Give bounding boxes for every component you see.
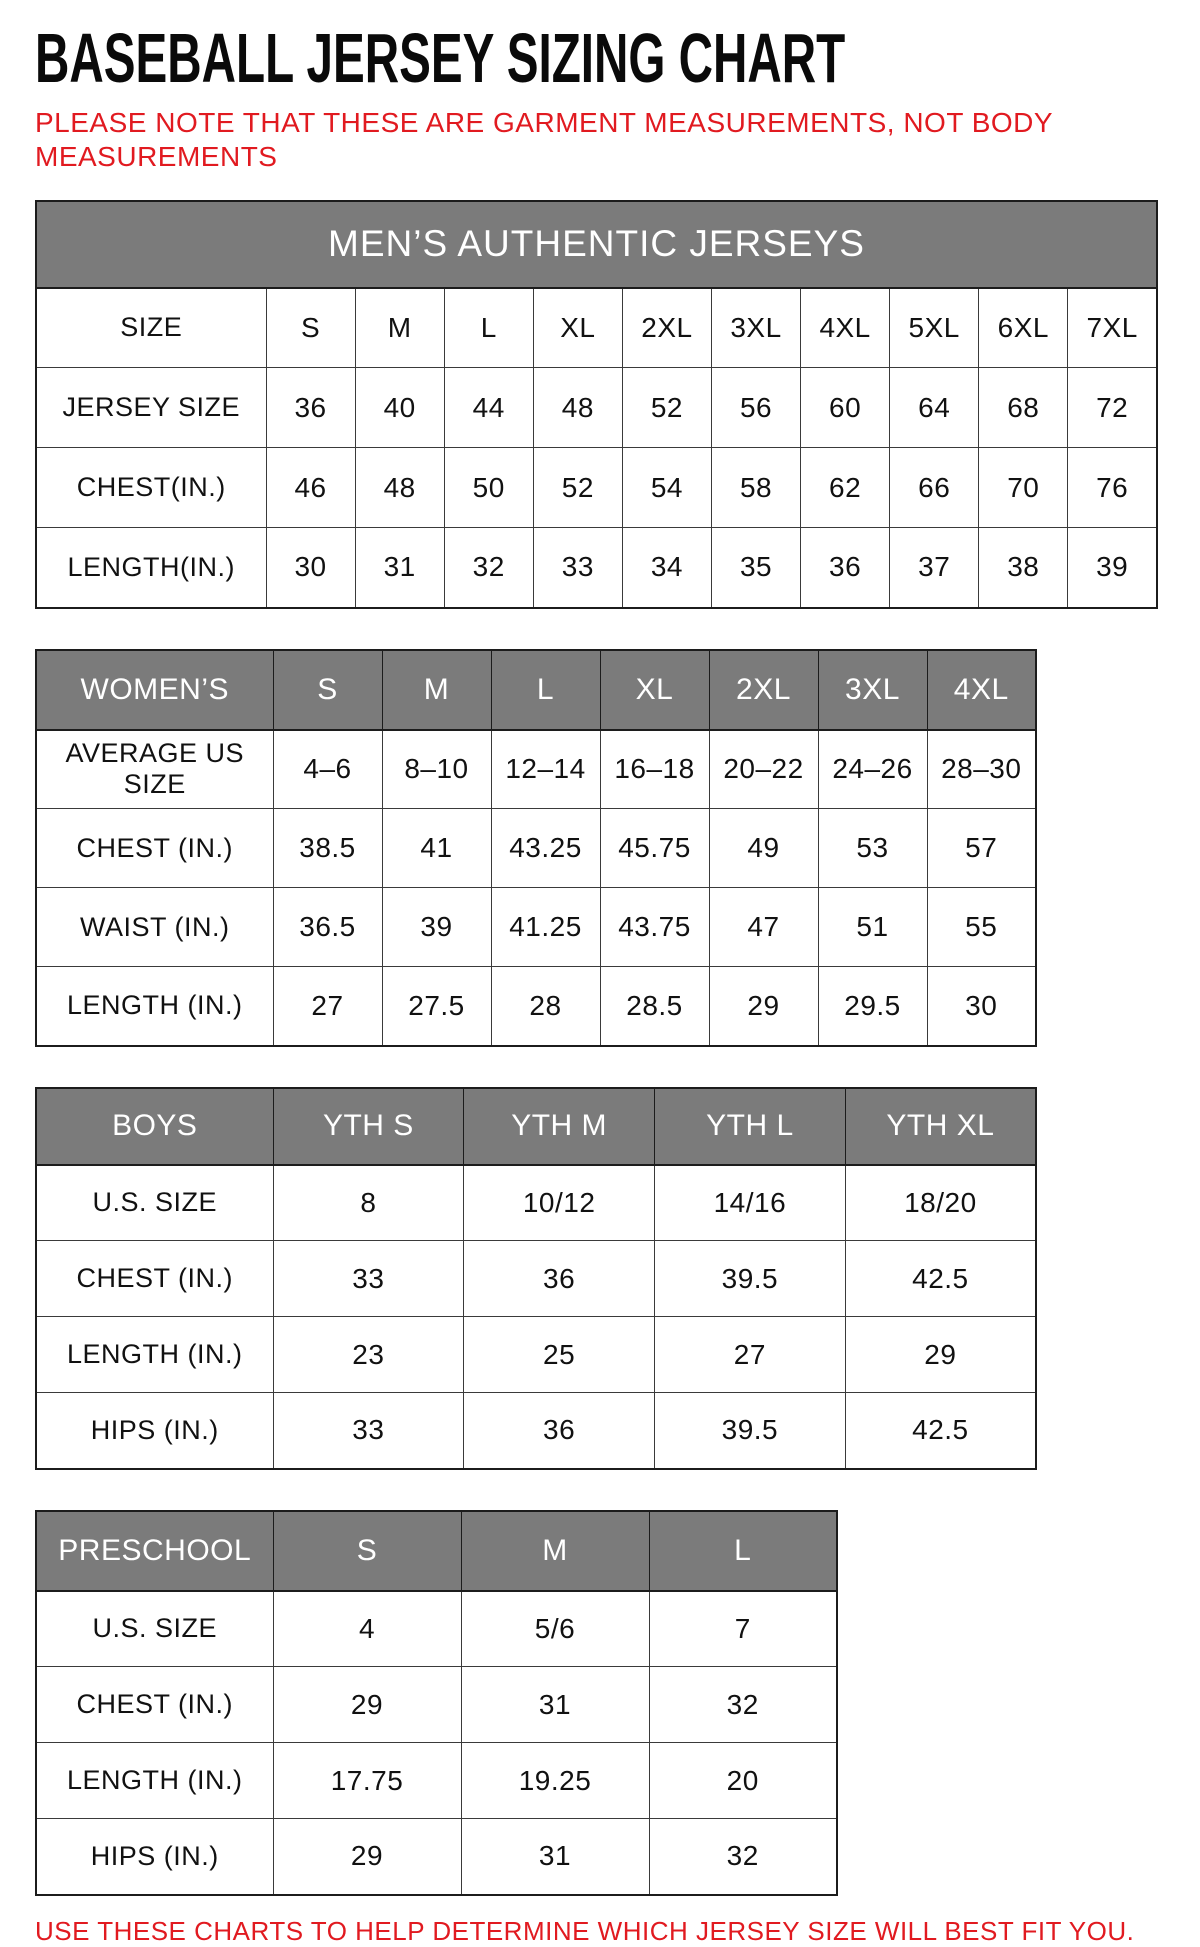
row-label: U.S. SIZE [36, 1165, 273, 1241]
size-value-cell: 20–22 [709, 730, 818, 809]
row-label: AVERAGE US SIZE [36, 730, 273, 809]
table-row [36, 1317, 1036, 1393]
size-value-cell: 38.5 [273, 809, 382, 888]
size-value-cell: 10/12 [464, 1165, 655, 1241]
size-value-cell: 33 [533, 528, 622, 608]
size-value-cell: 33 [273, 1393, 464, 1469]
size-value-cell: 27 [273, 967, 382, 1046]
size-value-cell: 48 [355, 448, 444, 528]
size-value-cell: 66 [890, 448, 979, 528]
size-value-cell: 30 [266, 528, 355, 608]
size-value-cell: 36.5 [273, 888, 382, 967]
size-value-cell: 35 [711, 528, 800, 608]
size-value-cell: 27 [655, 1317, 846, 1393]
column-header: YTH XL [845, 1088, 1036, 1165]
row-label: U.S. SIZE [36, 1591, 273, 1667]
size-value-cell: 4XL [801, 288, 890, 368]
boys-sizing-grid [35, 1087, 1037, 1470]
size-value-cell: 54 [622, 448, 711, 528]
size-value-cell: 62 [801, 448, 890, 528]
size-value-cell: 28–30 [927, 730, 1036, 809]
table-row [36, 1591, 837, 1667]
table-row [36, 288, 1157, 368]
table-row [36, 888, 1036, 967]
size-value-cell: 70 [979, 448, 1068, 528]
size-value-cell: 29 [273, 1667, 461, 1743]
size-value-cell: 50 [444, 448, 533, 528]
size-value-cell: 40 [355, 368, 444, 448]
size-value-cell: 36 [464, 1393, 655, 1469]
column-header: M [461, 1511, 649, 1591]
table-row [36, 1393, 1036, 1469]
column-header: YTH L [655, 1088, 846, 1165]
size-value-cell: 29.5 [818, 967, 927, 1046]
size-value-cell: 45.75 [600, 809, 709, 888]
preschool-table [35, 1510, 1170, 1896]
size-value-cell: 49 [709, 809, 818, 888]
size-value-cell: 43.75 [600, 888, 709, 967]
garment-measurements-note: PLEASE NOTE THAT THESE ARE GARMENT MEASUREMENTS, NOT BODY MEASUREMENTS [35, 107, 1053, 172]
table-row [36, 809, 1036, 888]
size-value-cell: 42.5 [845, 1241, 1036, 1317]
size-value-cell: 8–10 [382, 730, 491, 809]
size-value-cell: 33 [273, 1241, 464, 1317]
table-title: WOMEN’S [36, 650, 273, 730]
row-label: HIPS (IN.) [36, 1393, 273, 1469]
size-value-cell: 39.5 [655, 1241, 846, 1317]
row-label: CHEST (IN.) [36, 1241, 273, 1317]
size-value-cell: 5/6 [461, 1591, 649, 1667]
size-value-cell: 42.5 [845, 1393, 1036, 1469]
size-value-cell: XL [533, 288, 622, 368]
size-value-cell: 8 [273, 1165, 464, 1241]
size-value-cell: 38 [979, 528, 1068, 608]
size-value-cell: 29 [709, 967, 818, 1046]
size-value-cell: 36 [464, 1241, 655, 1317]
preschool-sizing-grid [35, 1510, 838, 1896]
size-value-cell: 27.5 [382, 967, 491, 1046]
table-row [36, 368, 1157, 448]
table-row [36, 528, 1157, 608]
size-value-cell: 31 [461, 1667, 649, 1743]
size-value-cell: 19.25 [461, 1743, 649, 1819]
size-value-cell: 32 [649, 1667, 837, 1743]
size-value-cell: S [266, 288, 355, 368]
size-value-cell: 43.25 [491, 809, 600, 888]
size-value-cell: 34 [622, 528, 711, 608]
table-title: PRESCHOOL [36, 1511, 273, 1591]
size-value-cell: 60 [801, 368, 890, 448]
size-value-cell: 51 [818, 888, 927, 967]
size-value-cell: 44 [444, 368, 533, 448]
womens-table [35, 649, 1170, 1047]
size-value-cell: 52 [622, 368, 711, 448]
size-value-cell: 53 [818, 809, 927, 888]
size-value-cell: 14/16 [655, 1165, 846, 1241]
size-value-cell: 46 [266, 448, 355, 528]
size-value-cell: 37 [890, 528, 979, 608]
column-header: M [382, 650, 491, 730]
size-value-cell: 3XL [711, 288, 800, 368]
size-value-cell: 36 [266, 368, 355, 448]
size-value-cell: 72 [1068, 368, 1157, 448]
row-label: SIZE [36, 288, 266, 368]
row-label: CHEST(IN.) [36, 448, 266, 528]
table-row [36, 730, 1036, 809]
page-title: BASEBALL JERSEY SIZING CHART [35, 19, 846, 97]
table-row [36, 1165, 1036, 1241]
size-value-cell: 28.5 [600, 967, 709, 1046]
column-header: YTH S [273, 1088, 464, 1165]
footer-note: USE THESE CHARTS TO HELP DETERMINE WHICH JERSEY SIZE WILL BEST FIT YOU. [35, 1915, 1135, 1946]
size-value-cell: 55 [927, 888, 1036, 967]
size-value-cell: 36 [801, 528, 890, 608]
size-value-cell: 58 [711, 448, 800, 528]
table-row [36, 1743, 837, 1819]
size-value-cell: 31 [461, 1819, 649, 1895]
size-value-cell: 64 [890, 368, 979, 448]
column-header: L [649, 1511, 837, 1591]
mens-sizing-grid [35, 200, 1158, 609]
mens-authentic-jerseys-table [35, 200, 1170, 609]
size-value-cell: 18/20 [845, 1165, 1036, 1241]
size-value-cell: 56 [711, 368, 800, 448]
size-value-cell: 30 [927, 967, 1036, 1046]
column-header: 3XL [818, 650, 927, 730]
size-value-cell: 39 [382, 888, 491, 967]
row-label: LENGTH (IN.) [36, 1317, 273, 1393]
table-row [36, 967, 1036, 1046]
header-row [36, 1511, 837, 1591]
size-value-cell: 68 [979, 368, 1068, 448]
size-value-cell: 5XL [890, 288, 979, 368]
column-header: YTH M [464, 1088, 655, 1165]
size-value-cell: 41.25 [491, 888, 600, 967]
size-value-cell: 12–14 [491, 730, 600, 809]
column-header: XL [600, 650, 709, 730]
size-value-cell: 7XL [1068, 288, 1157, 368]
size-value-cell: 16–18 [600, 730, 709, 809]
row-label: HIPS (IN.) [36, 1819, 273, 1895]
size-value-cell: 6XL [979, 288, 1068, 368]
womens-sizing-grid [35, 649, 1037, 1047]
row-label: WAIST (IN.) [36, 888, 273, 967]
row-label: LENGTH (IN.) [36, 1743, 273, 1819]
row-label: LENGTH (IN.) [36, 967, 273, 1046]
size-value-cell: 4 [273, 1591, 461, 1667]
header-row [36, 201, 1157, 288]
size-value-cell: 20 [649, 1743, 837, 1819]
column-header: S [273, 650, 382, 730]
table-row [36, 1667, 837, 1743]
size-value-cell: 31 [355, 528, 444, 608]
size-value-cell: 57 [927, 809, 1036, 888]
size-value-cell: L [444, 288, 533, 368]
size-value-cell: 47 [709, 888, 818, 967]
table-row [36, 1819, 837, 1895]
size-value-cell: 76 [1068, 448, 1157, 528]
size-value-cell: 7 [649, 1591, 837, 1667]
size-value-cell: 17.75 [273, 1743, 461, 1819]
size-value-cell: 23 [273, 1317, 464, 1393]
table-row [36, 1241, 1036, 1317]
size-value-cell: 41 [382, 809, 491, 888]
size-value-cell: 32 [649, 1819, 837, 1895]
size-value-cell: 39.5 [655, 1393, 846, 1469]
row-label: CHEST (IN.) [36, 809, 273, 888]
header-row [36, 1088, 1036, 1165]
table-title: BOYS [36, 1088, 273, 1165]
size-value-cell: 28 [491, 967, 600, 1046]
column-header: L [491, 650, 600, 730]
boys-table [35, 1087, 1170, 1470]
size-value-cell: 32 [444, 528, 533, 608]
row-label: CHEST (IN.) [36, 1667, 273, 1743]
size-value-cell: 24–26 [818, 730, 927, 809]
size-value-cell: M [355, 288, 444, 368]
table-row [36, 448, 1157, 528]
row-label: LENGTH(IN.) [36, 528, 266, 608]
row-label: JERSEY SIZE [36, 368, 266, 448]
size-value-cell: 29 [273, 1819, 461, 1895]
table-title: MEN’S AUTHENTIC JERSEYS [36, 201, 1157, 288]
column-header: 2XL [709, 650, 818, 730]
header-row [36, 650, 1036, 730]
size-value-cell: 52 [533, 448, 622, 528]
column-header: 4XL [927, 650, 1036, 730]
size-value-cell: 4–6 [273, 730, 382, 809]
size-value-cell: 39 [1068, 528, 1157, 608]
size-value-cell: 48 [533, 368, 622, 448]
column-header: S [273, 1511, 461, 1591]
size-value-cell: 25 [464, 1317, 655, 1393]
size-value-cell: 29 [845, 1317, 1036, 1393]
size-value-cell: 2XL [622, 288, 711, 368]
